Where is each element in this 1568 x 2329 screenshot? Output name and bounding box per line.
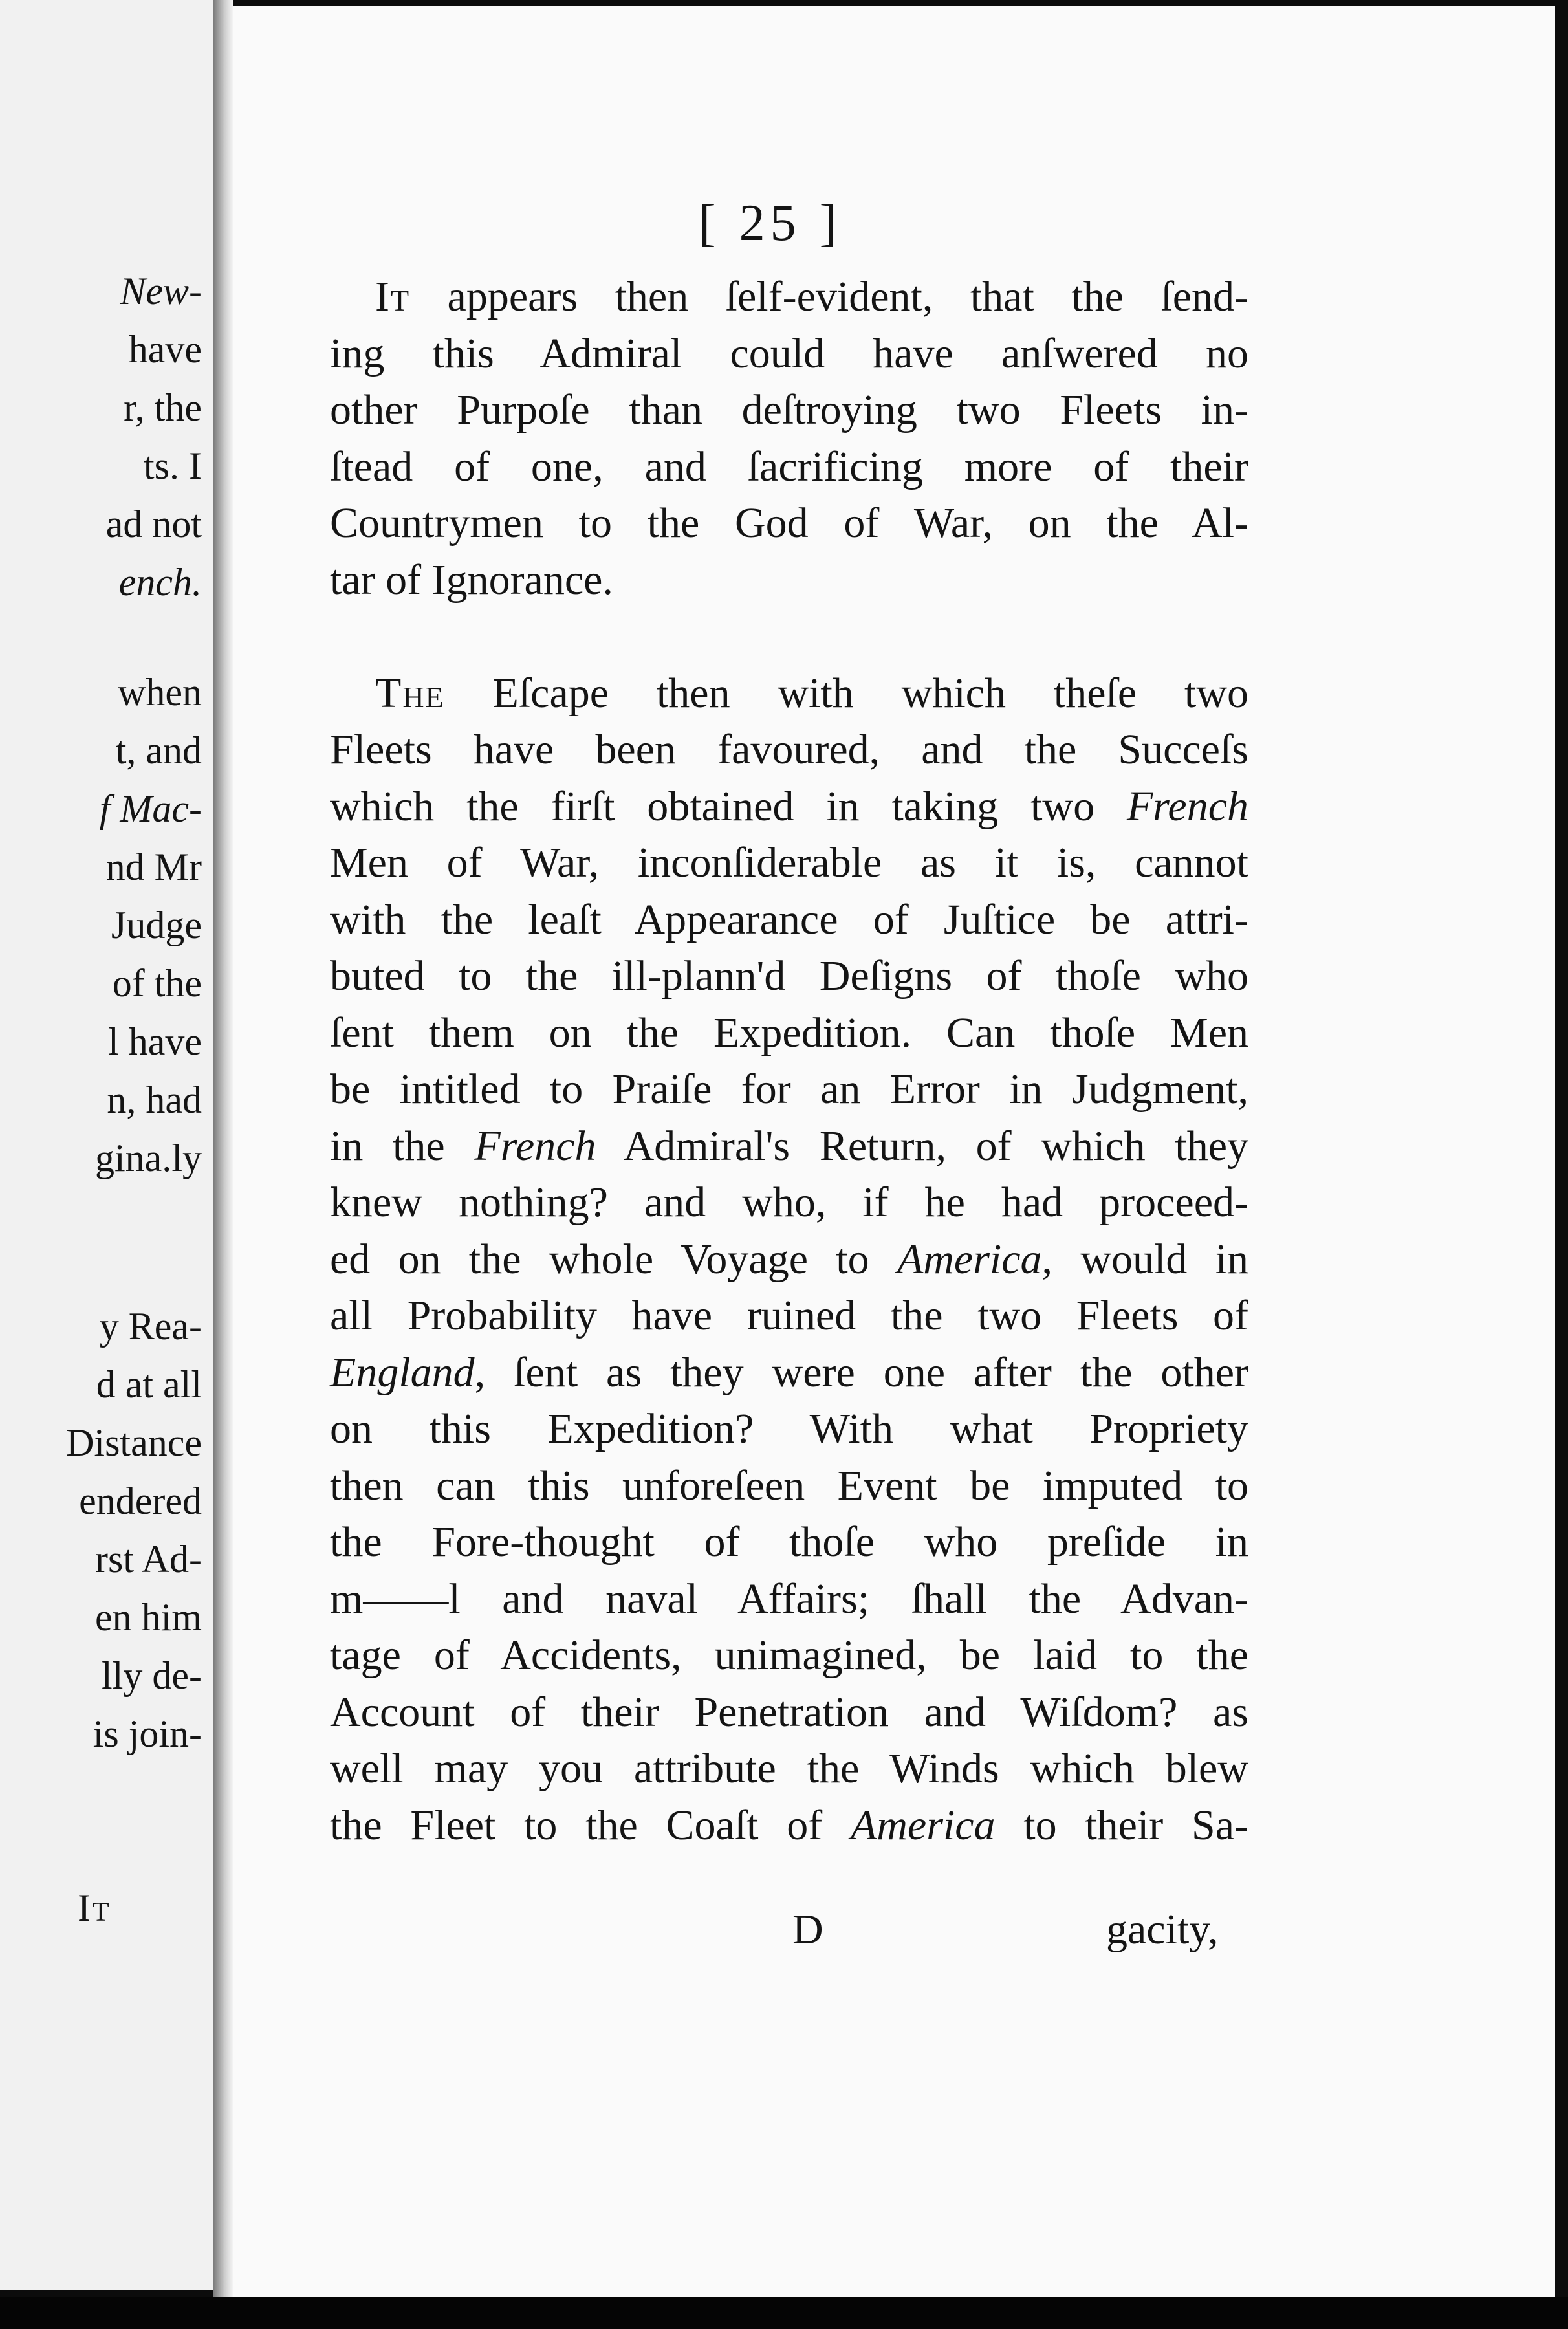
text-line: well may you attribute the Winds which blew <box>330 1745 1248 1792</box>
facing-page-line: n, had <box>107 1078 202 1121</box>
text-line: other Purpoſe than deſtroying two Fleets in- <box>330 386 1248 433</box>
text-line: ſtead of one, and ſacrificing more of their <box>330 443 1248 490</box>
text-line: It appears then ſelf-evident, that the ſend- <box>375 273 1248 320</box>
text-line: ing this Admiral could have anſwered no <box>330 329 1248 377</box>
facing-page-line: ts. I <box>144 444 202 487</box>
facing-page-line: endered <box>79 1480 202 1522</box>
facing-page-line: r, the <box>124 386 202 429</box>
facing-page-line: nd Mr <box>105 846 202 888</box>
text-line: the Fore-thought of thoſe who preſide in <box>330 1518 1248 1566</box>
text-line: Countrymen to the God of War, on the Al- <box>330 499 1248 547</box>
facing-page-line: f Mac- <box>99 787 202 830</box>
text-line: ſent them on the Expedition. Can thoſe Men <box>330 1009 1248 1056</box>
facing-page-line: Judge <box>111 904 202 946</box>
facing-page-line: have <box>128 328 202 371</box>
facing-page-line: ad not <box>105 503 202 545</box>
text-line: Men of War, inconſiderable as it is, cannot <box>330 839 1248 886</box>
book-gutter <box>213 0 233 2303</box>
text-line: then can this unforeſeen Event be imputed to <box>330 1461 1248 1509</box>
text-line: knew nothing? and who, if he had proceed- <box>330 1179 1248 1226</box>
facing-page-line: ench. <box>118 561 202 604</box>
text-line: which the firſt obtained in taking two French <box>330 782 1248 830</box>
catchword: gacity, <box>1106 1906 1219 1953</box>
text-line: in the French Admiral's Return, of which they <box>330 1122 1248 1170</box>
text-line: Fleets have been favoured, and the Succeſs <box>330 726 1248 773</box>
facing-page-line: t, and <box>115 729 202 772</box>
page-body <box>330 268 1248 1853</box>
facing-page-line: lly de- <box>102 1654 202 1697</box>
text-line: Account of their Penetration and Wiſdom? as <box>330 1688 1248 1736</box>
page-number: [ 25 ] <box>699 195 842 252</box>
text-line: The Eſcape then with which theſe two <box>375 669 1248 717</box>
facing-page-line: y Rea- <box>99 1305 202 1348</box>
facing-page <box>0 0 213 2290</box>
facing-page-line: gina.ly <box>95 1137 202 1179</box>
facing-page-line: Distance <box>66 1421 202 1464</box>
book-page <box>233 6 1555 2303</box>
text-line: the Fleet to the Coaſt of America to their Sa- <box>330 1801 1248 1849</box>
text-line: all Probability have ruined the two Fleets of <box>330 1292 1248 1339</box>
text-line: with the leaſt Appearance of Juſtice be attri- <box>330 895 1248 943</box>
text-line: tage of Accidents, unimagined, be laid to the <box>330 1632 1248 1679</box>
facing-page-line: New- <box>120 270 202 312</box>
facing-page-line: of the <box>112 962 202 1005</box>
text-line: m——l and naval Affairs; ſhall the Advan- <box>330 1575 1248 1623</box>
facing-page-line: when <box>118 671 202 714</box>
facing-page-line: is join- <box>93 1712 202 1755</box>
text-line: tar of Ignorance. <box>330 556 613 604</box>
text-line: England, ſent as they were one after the other <box>330 1348 1248 1396</box>
text-line: be intitled to Praiſe for an Error in Judgment, <box>330 1066 1248 1113</box>
scan-border <box>0 2297 1568 2329</box>
text-line: ed on the whole Voyage to America, would in <box>330 1235 1248 1283</box>
facing-page-line: d at all <box>96 1363 202 1406</box>
facing-page-catchword: It <box>78 1886 111 1929</box>
text-line: on this Expedition? With what Propriety <box>330 1405 1248 1452</box>
facing-page-line: l have <box>108 1020 202 1063</box>
text-line: buted to the ill-plann'd Deſigns of thoſe who <box>330 952 1248 1000</box>
facing-page-line: rst Ad- <box>95 1538 202 1580</box>
signature-mark: D <box>792 1906 823 1953</box>
facing-page-line: en him <box>95 1596 202 1639</box>
